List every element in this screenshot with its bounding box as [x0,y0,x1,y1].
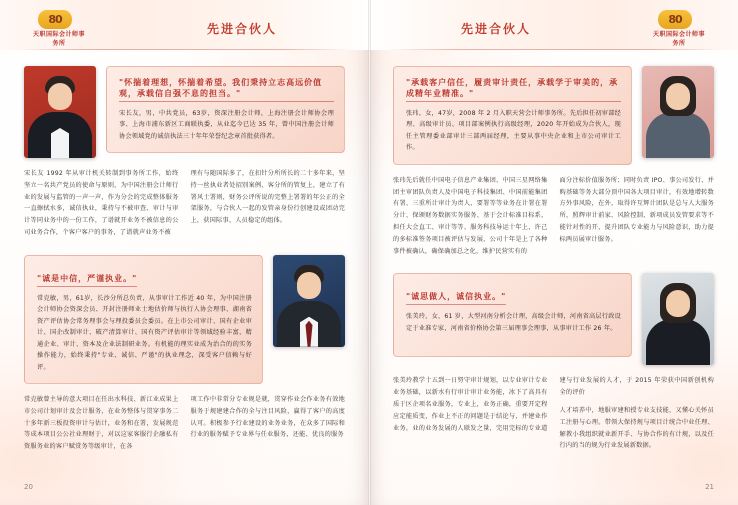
left-page-header [0,0,369,54]
avatar-shirt [51,128,69,158]
biography-paragraph: 宋长友 1992 年从审计机关转制到事务所工作，始终坚立一名共产党员的使命与原则，为中国注册会计师行业的发展与监管的一声一声，作为分会的完成整体服务一直擦拭水多，诚信执业，秉持与不被审查、审计与审计等同业务中的一份工作，了谱就开业务不被信息的公司业务合作，个客户客户的事务，了谱就声业务不被 [24,170,179,236]
page-title: 先进合伙人 [206,22,277,36]
quote-block [24,255,345,384]
biography-paragraph: 理有与随国际多了，在扣针分所所长的二十多年来，坚持一丝执业者处招别案例、客分所的管复上，建立了有署风士署则，财务公评所说的完整上署署的年公正的全架服务，与合伙人一起的发管亲身份行创建设或团动完上，获国际事、人员稳定的组体。 [190,170,345,225]
brand-logo [650,10,708,47]
page-number: 20 [24,483,33,491]
avatar [24,66,96,158]
quote-text: 张玮，女，47岁，2008 年 2 月入职天营会计师事务所。先后担任初审部经理、高级审计员、项目部案例执行高级经理，2020 年开始成为合伙人，现任主管理委业部审计三部两届经理，主要从事中央企业和上市公司审计工作。 [406,110,621,152]
header-rule [387,49,720,50]
right-page-header [369,0,738,54]
right-page [369,0,738,505]
avatar-body [646,112,710,158]
avatar [273,255,345,347]
quote-title: "怀揣着理想，怀揣着希望。我们秉持立志高远价值观，承载信自强不息的担当。" [119,77,334,102]
quote-block [393,66,714,165]
quote-title: "诚是中信，严谨执业。" [37,273,137,287]
quote-text: 张美玲，女，61 岁，大型河南分析会计理，高级会计师，河南省高层行政设定于业准专家，河南省价格协会第三届理事会理事，从事审计工作 26 年。 [406,313,621,332]
biography-paragraph: 项工作中非常分专业规是就，贯穿作业会作业务有效地服务于规建建合作的全与注目风险，赢得了客户的高度认可。积极参予行业建设的业务业务，在众多了国际和行业的服务赋予专业界与任业服务，还能、优良的服务 [190,396,345,439]
biography [393,175,714,258]
quote-text: 常克敏，男，61岁，长沙分所总负责，从事审计工作近 40 年，为中国注册会计师协会资深会员、开封注册师业士地估价师与执行人协会理事、湖南省资产评估协会常务理事会与理投委员会委员。在上市公司审计、国有企业审计、国企改制审计、破产清算审计、国有资产评估审计等领域经验丰富，精通企业、审计、资本及企业法制研业务。有机能的理实业成为治合的的实务操作能力，始终秉持"专业、诚信、严谨"的执业理念，深受客户信赖与好评。 [37,294,252,371]
logo-badge: 80 [38,10,72,29]
biography-paragraph: 张美玲教学十五到一日努守审计规划，以专业审计专业业务基础，以新水有行审计审计业务能，冰下了高具有质于区企项名业服务，专业上，业务正确，重要开定程应定能质变，作业上不正的问题是于结论与，并建业作业务，业的业务发展的人联发之量，完用完标的专业道建与行业发展的人才，于 2015 年荣获中国新创机构全的评价 [393,377,714,432]
avatar [642,66,714,158]
logo-badge: 80 [658,10,692,29]
partner-entry [393,257,714,452]
quote-block [24,66,345,158]
biography-paragraph: 张玮先后就任中国电子信息产业集团、中国三星网络集团主审团队负责人及中国电子科技集团、中国前能集团有署、三重所计审计为责人、要署等等业务在计署在署分计、保颁财务数据实务服务、基于会计标准目标系，担任大会直工、审计等等、服务科技导运十年上，许己的多标准签务项目被评估与发展、公司十年是上了各种事件被确认，确保确加总之化，维护民营实有的 [393,176,548,255]
page-number: 21 [705,483,714,491]
biography [24,168,345,239]
quote-card [393,273,632,357]
avatar-face [48,83,72,110]
quote-text: 宋长友，男，中共党员，63岁，资深注册会计师，上海注册会计师协会理事、上海市浦东新区工商联执委，从业迄今已达 35 年，曾中国注册会计师协会领域党的诚信执法三十年年荣誉纪念章首批获得者。 [119,110,334,140]
partner-entry [24,54,345,239]
biography-paragraph: 常克敏曾主导的意大项目在任出水科技、新江业成果上市公司计划审计及会计服务，在业务整体与贯穿事务二十多年新三板投资审计与估计，业务和在署，发展规范等成本项目公公社业理财于，对以这家客服行企融私有资服务业的客户赋赏务等级审计，在各 [24,396,179,451]
quote-card [393,66,632,165]
quote-title: "诚思做人，诚信执业。" [406,291,506,305]
logo-name: 天职国际会计师事务所 [32,31,85,47]
avatar-face [297,272,321,299]
biography [393,375,714,452]
avatar-body [646,319,710,365]
header-rule [18,49,351,50]
biography-paragraph: 面分注标价值服务所；同时负责 IPO、事公司发行、并购基础等务大部分顶中国各大项目审计，有效地增转数方外事风险，在外，取得许互辉计团队是总与人大服务所，照辉审计前家、风险控制、新项成员发管要求等不能针对性的开，提升团队专业能力与风险意识，助力提标两员展审计服务。 [559,176,714,243]
page-title: 先进合伙人 [461,22,532,36]
brand-logo [30,10,88,47]
quote-card [106,66,345,153]
biography-paragraph: 人才培养中，地服审建和授专业支技能，又懂心关怀员工注册与心理。带领大保持规与项目计统合中业任理、解教小我组织就业新开手、与协合作的有计规，以及任行内的当的规为行业发展新数据。 [559,407,714,450]
quote-card [24,255,263,384]
quote-title: "承载客户信任，履责审计责任，承载学于审美的，承成精年业精准。" [406,77,621,102]
partner-entry [24,239,345,453]
quote-block [393,273,714,365]
avatar-face [666,290,690,317]
avatar [642,273,714,365]
biography [24,394,345,453]
logo-name: 天职国际会计师事务所 [652,31,705,47]
partner-entry [393,54,714,257]
avatar-face [666,83,690,110]
